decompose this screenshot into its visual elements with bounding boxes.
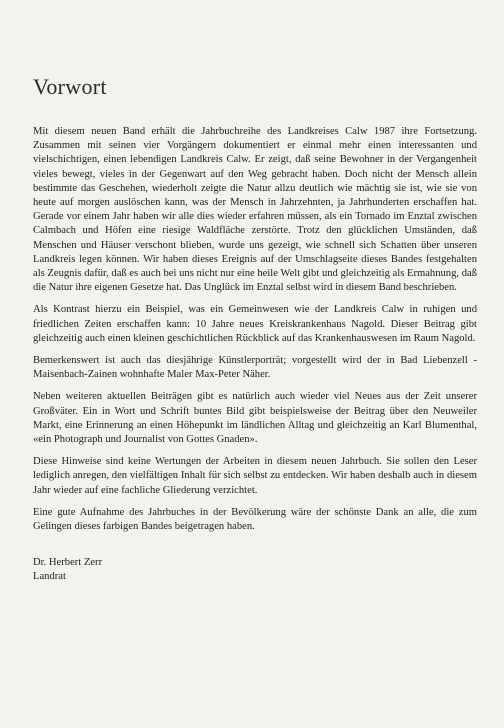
paragraph-4: Neben weiteren aktuellen Beiträgen gibt es natürlich auch wieder viel Neues aus der Zeit unserer Großväter. Ein in Wort und Schrift buntes Bild gibt beispielsweise der Beitrag über den Neuweiler Markt, eine Erinnerung an einen Höhepunkt im ländlichen Alltag und gleichzeitig an Karl Blumenthal, «ein Photograph und Journalist von Gottes Gnaden».	[33, 391, 477, 446]
document-page	[33, 74, 477, 585]
signature-role: Landrat	[33, 571, 66, 583]
signature-block	[33, 556, 477, 584]
paragraph-5: Diese Hinweise sind keine Wertungen der Arbeiten in diesem neuen Jahrbuch. Sie sollen den Leser lediglich anregen, den vielfältigen Inhalt für sich selbst zu entdecken. Wir haben deshalb auch in diesem Jahr wieder auf eine fachliche Gliederung verzichtet.	[33, 456, 477, 496]
paragraph-6: Eine gute Aufnahme des Jahrbuches in der Bevölkerung wäre der schönste Dank an alle, die zum Gelingen dieses farbigen Bandes beigetragen haben.	[33, 506, 477, 533]
body-text	[33, 125, 477, 534]
signature-name: Dr. Herbert Zerr	[33, 557, 103, 569]
page-title: Vorwort	[33, 74, 107, 99]
paragraph-1: Mit diesem neuen Band erhält die Jahrbuchreihe des Landkreises Calw 1987 ihre Fortsetzung. Zusammen mit seinen vier Vorgängern dokumentiert er einmal mehr einen interessanten und vielschichtigen, einen lebendigen Landkreis Calw. Er zeigt, daß seine Bewohner in der Vergangenheit vieles bewegt, vieles in der Gegenwart auf den Weg gebracht haben. Doch nicht der Mensch allein bestimmte das Geschehen, wiederholt zeigte die Natur allzu deutlich wie mächtig sie ist, wie sie von heute auf morgen auslöschen kann, was der Mensch in Jahrzehnten, ja Jahrhunderten erschaffen hat. Gerade vor einem Jahr haben wir alle dies wieder erfahren müssen, als ein Tornado im Enztal zwischen Calmbach und Höfen eine riesige Waldfläche zerstörte. Trotz den glücklichen Umständen, daß Menschen und Häuser verschont blieben, wurde uns gezeigt, wie schnell sich Schatten über unseren Landkreis legen können. Wir haben dieses Ereignis auf der Umschlagseite dieses Bandes festgehalten als Zeugnis dafür, daß es auch bei uns nicht nur eine heile Welt gibt und gleichzeitig als Ermahnung, daß die Natur ihre eigenen Gesetze hat. Das Unglück im Enztal selbst wird in diesem Band beschrieben.	[33, 126, 477, 294]
paragraph-2: Als Kontrast hierzu ein Beispiel, was ein Gemeinwesen wie der Landkreis Calw in ruhigen und friedlichen Zeiten erschaffen kann: 10 Jahre neues Kreiskrankenhaus Nagold. Dieser Beitrag gibt gleichzeitig auch einen kleinen geschichtlichen Rückblick auf das Krankenhauswesen im Raum Nagold.	[33, 304, 477, 344]
paragraph-3: Bemerkenswert ist auch das diesjährige Künstlerporträt; vorgestellt wird der in Bad Liebenzell - Maisenbach-Zainen wohnhafte Maler Max-Peter Näher.	[33, 355, 477, 381]
